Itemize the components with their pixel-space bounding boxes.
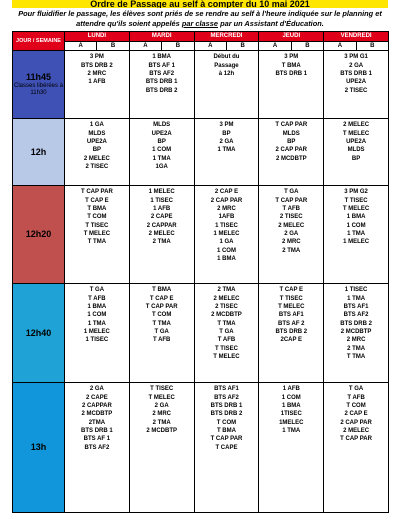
- class-name: BTS DRB 1: [81, 428, 113, 435]
- class-name: T CAP PAR: [145, 304, 178, 311]
- class-name: BTS AF2: [84, 444, 110, 451]
- class-name: T TMA: [152, 320, 171, 327]
- class-name: T BMA: [87, 206, 107, 213]
- class-name: 1 BMA: [346, 214, 366, 221]
- class-name: T TISEC: [214, 345, 238, 352]
- class-name: 1TISEC: [280, 411, 302, 418]
- class-name: MLDS: [153, 122, 171, 129]
- class-name: T CAP E: [279, 287, 304, 294]
- slot-time: 12h40: [25, 327, 52, 338]
- class-name: T CAP E: [149, 295, 174, 302]
- week-a-label: A: [129, 42, 161, 51]
- class-name: 2 MELEC: [343, 122, 370, 129]
- class-name: BTS AF 1: [83, 436, 111, 443]
- class-name: 1 BMA: [217, 256, 236, 263]
- class-name: T COM: [346, 403, 366, 410]
- class-name: 1 GA: [219, 239, 234, 246]
- class-name: 2 CAPE: [86, 394, 108, 401]
- class-name: 1 COM: [281, 394, 301, 401]
- class-name: 2 GA: [154, 403, 169, 410]
- class-name: 2 CAPE: [150, 214, 173, 221]
- class-cell-mardi: [129, 186, 194, 284]
- class-name: T TMA: [346, 354, 366, 361]
- class-name: 2TMA: [88, 419, 106, 426]
- class-cell-vendredi: [324, 383, 389, 513]
- class-name: 2 MRC: [281, 239, 301, 246]
- class-name: 2 TISEC: [85, 164, 109, 171]
- class-name: UPE2A: [346, 79, 367, 86]
- class-name: T CAP PAR: [81, 189, 113, 196]
- week-a-label: A: [324, 42, 356, 51]
- class-name: 2 CAPPAR: [146, 222, 177, 229]
- week-b-label: B: [226, 42, 258, 51]
- class-name: T AFB: [152, 337, 171, 344]
- class-name: 2 GA: [219, 139, 234, 146]
- class-name: 2 CAP PAR: [275, 147, 307, 154]
- class-name: 2 MELEC: [213, 295, 240, 302]
- class-name: 2 MCDBTP: [81, 411, 113, 418]
- class-name: T BMA: [281, 62, 301, 69]
- class-name: T BMA: [216, 428, 236, 435]
- class-name: MLDS: [88, 130, 106, 137]
- class-name: UPE2A: [346, 139, 367, 146]
- class-name: 2 MRC: [346, 337, 366, 344]
- class-name: T CAP E: [85, 197, 109, 204]
- class-name: BP: [92, 147, 102, 154]
- class-name: T TMA: [87, 239, 107, 246]
- week-b-label: B: [162, 42, 194, 51]
- class-name: 2 TMA: [282, 247, 301, 254]
- class-name: T TISEC: [85, 222, 109, 229]
- class-name: 1 GA: [89, 122, 104, 129]
- class-name: BTS AF 1: [148, 62, 175, 69]
- class-cell-jeudi: [259, 119, 324, 186]
- class-cell-lundi: [65, 119, 130, 186]
- class-name: 2 GA: [349, 62, 364, 69]
- class-name: 2 MRC: [152, 411, 172, 418]
- slot-time-cell: [13, 119, 65, 186]
- class-name: BTS DRB 1: [145, 79, 178, 86]
- class-name: 1 TISEC: [215, 222, 238, 229]
- class-cell-jeudi: [259, 186, 324, 284]
- class-name: 1 AFB: [88, 79, 106, 86]
- class-name: MLDS: [347, 147, 365, 154]
- day-header-jeudi: JEUDI: [259, 32, 324, 42]
- slot-time-cell: [13, 284, 65, 383]
- class-name: UPE2A: [151, 130, 172, 137]
- class-name: BTS DRB 1: [275, 71, 308, 78]
- slot-row: [13, 284, 389, 383]
- class-name: 1 TISEC: [150, 197, 174, 204]
- class-name: T CAPE: [215, 444, 238, 451]
- day-header-mercredi: MERCREDI: [194, 32, 259, 42]
- class-name: 1 AFB: [282, 386, 300, 393]
- class-name: T GA: [219, 329, 234, 336]
- class-name: 2 GA: [89, 386, 104, 393]
- class-name: T BMA: [152, 287, 172, 294]
- day-header-row: [13, 32, 389, 42]
- class-name: 1 COM: [346, 222, 366, 229]
- class-cell-mercredi: [194, 186, 259, 284]
- slot-time-cell: [13, 383, 65, 513]
- class-name: BP: [157, 139, 166, 146]
- class-name: à 12h: [218, 71, 235, 78]
- class-name: BTS DRB 2: [210, 411, 243, 418]
- class-cell-mercredi: [194, 383, 259, 513]
- class-name: T AFB: [217, 337, 236, 344]
- week-a-label: A: [259, 42, 291, 51]
- class-name: 2 MRC: [87, 71, 107, 78]
- class-name: T TISEC: [150, 386, 174, 393]
- class-name: 1 BMA: [87, 304, 107, 311]
- class-name: 1 MELEC: [83, 329, 110, 336]
- class-name: BTS DRB 2: [275, 329, 308, 336]
- class-name: BTS DRB 1: [210, 403, 243, 410]
- slot-note: Classes libérées à 11h30: [13, 82, 64, 97]
- class-name: T GA: [154, 329, 169, 336]
- class-name: 2 TMA: [347, 345, 366, 352]
- class-cell-jeudi: [259, 51, 324, 119]
- class-name: 1 BMA: [152, 54, 172, 61]
- class-name: T GA: [348, 386, 364, 393]
- class-name: BP: [351, 155, 361, 162]
- class-name: 2 MCDBTP: [146, 428, 178, 435]
- class-name: 2 TMA: [217, 287, 236, 294]
- class-cell-mercredi: [194, 119, 259, 186]
- class-cell-jeudi: [259, 383, 324, 513]
- week-b-label: B: [291, 42, 323, 51]
- class-name: 1 MELEC: [213, 231, 240, 238]
- class-name: 2 TISEC: [279, 214, 303, 221]
- class-name: 1AFB: [218, 214, 235, 221]
- class-name: T COM: [87, 214, 107, 221]
- class-name: 1 TMA: [217, 147, 236, 154]
- class-cell-mardi: [129, 51, 194, 119]
- class-cell-mardi: [129, 383, 194, 513]
- class-name: 2 CAP E: [344, 411, 368, 418]
- class-name: BTS AF2: [343, 312, 369, 319]
- class-cell-jeudi: [259, 284, 324, 383]
- class-name: 2 MELEC: [83, 155, 110, 162]
- class-name: 2CAP E: [280, 337, 303, 344]
- class-name: 1 TMA: [87, 320, 106, 327]
- class-cell-lundi: [65, 186, 130, 284]
- class-name: 2 MCDBTP: [275, 155, 307, 162]
- class-name: 3 PM G1: [344, 54, 368, 61]
- class-name: BTS DRB 2: [81, 62, 113, 69]
- class-name: 1 COM: [216, 247, 236, 254]
- class-name: 2 GA: [284, 231, 299, 238]
- class-name: T AFB: [347, 394, 365, 401]
- class-name: BP: [287, 139, 296, 146]
- class-name: T MELEC: [342, 130, 370, 137]
- class-name: 2 CAP PAR: [340, 419, 372, 426]
- class-name: 1 TISEC: [344, 287, 368, 294]
- class-name: 1GA: [155, 164, 168, 171]
- class-name: BTS AF1: [214, 386, 239, 393]
- slot-row: [13, 119, 389, 186]
- slot-time-cell: [13, 51, 65, 119]
- class-name: UPE2A: [86, 139, 107, 146]
- class-name: T MELEC: [83, 231, 111, 238]
- intro-text-underlined: par classe: [181, 19, 219, 28]
- class-name: 3 PM: [219, 122, 234, 129]
- week-header-row: [13, 42, 389, 51]
- class-name: 2 MELEC: [148, 231, 175, 238]
- class-name: 2 MELEC: [343, 428, 370, 435]
- class-name: 2 MCDBTP: [211, 312, 242, 319]
- class-name: BTS AF1: [343, 304, 369, 311]
- day-header-lundi: LUNDI: [65, 32, 130, 42]
- class-name: T GA: [284, 189, 299, 196]
- class-name: 1 TMA: [152, 155, 171, 162]
- class-name: 2 MRC: [217, 206, 236, 213]
- class-name: Passage: [214, 62, 239, 69]
- class-name: 2 TISEC: [344, 87, 368, 94]
- class-name: T TISEC: [279, 295, 303, 302]
- class-cell-mardi: [129, 284, 194, 383]
- class-name: 1 TMA: [347, 231, 366, 238]
- class-name: BP: [222, 130, 231, 137]
- slot-time-cell: [13, 186, 65, 284]
- slot-time: 13h: [30, 442, 47, 453]
- intro-text-part2: par un Assistant d'Éducation.: [218, 19, 324, 28]
- class-name: 2 MCDBTP: [340, 329, 372, 336]
- slot-time: 12h: [30, 146, 47, 157]
- class-name: 1 TISEC: [85, 337, 109, 344]
- class-name: BTS AF2: [214, 394, 239, 401]
- class-cell-vendredi: [324, 51, 389, 119]
- day-header-mardi: MARDI: [129, 32, 194, 42]
- class-name: T CAP PAR: [275, 122, 308, 129]
- class-name: T CAP PAR: [340, 436, 372, 443]
- class-name: 1 MELEC: [148, 189, 175, 196]
- class-name: BTS DRB 2: [340, 320, 372, 327]
- class-name: T COM: [216, 419, 237, 426]
- class-name: T TISEC: [344, 197, 368, 204]
- schedule-body: [13, 51, 389, 513]
- class-name: 2 CAPPAR: [81, 403, 112, 410]
- class-name: BTS AF 2: [278, 320, 305, 327]
- intro-text-part1: Pour fluidifier le passage, les élèves sont priés de se rendre au self à l'heure indiquée sur le planning et attendre qu'ils soient appelés: [18, 9, 382, 28]
- class-name: T MELEC: [213, 354, 240, 361]
- class-name: 2 TMA: [152, 239, 171, 246]
- class-name: 2 TMA: [152, 419, 171, 426]
- class-name: T MELEC: [342, 206, 370, 213]
- class-name: 1 COM: [87, 312, 107, 319]
- class-name: BTS DRB 2: [145, 87, 178, 94]
- slot-time: 12h20: [25, 229, 52, 240]
- class-name: T CAP PAR: [210, 436, 243, 443]
- class-name: BTS AF1: [278, 312, 304, 319]
- slot-row: [13, 186, 389, 284]
- corner-header: JOUR / SEMAINE: [13, 32, 65, 51]
- class-name: 1 MELEC: [343, 239, 370, 246]
- class-cell-mardi: [129, 119, 194, 186]
- class-name: T MELEC: [278, 304, 305, 311]
- class-name: BTS AF2: [149, 71, 175, 78]
- slot-time: 11h45: [25, 71, 52, 82]
- class-name: MLDS: [282, 130, 300, 137]
- class-name: 2 CAP PAR: [210, 197, 243, 204]
- class-cell-vendredi: [324, 186, 389, 284]
- day-header-vendredi: VENDREDI: [324, 32, 389, 42]
- class-name: T COM: [152, 312, 172, 319]
- week-b-label: B: [97, 42, 129, 51]
- class-cell-mercredi: [194, 284, 259, 383]
- class-name: Début du: [213, 54, 240, 61]
- class-cell-lundi: [65, 284, 130, 383]
- class-name: 2 CAP E: [214, 189, 239, 196]
- class-cell-vendredi: [324, 119, 389, 186]
- week-a-label: A: [194, 42, 226, 51]
- slot-row: [13, 383, 389, 513]
- schedule-title: Ordre de Passage au self à compter du 10 mai 2021: [12, 0, 388, 8]
- class-name: 1 COM: [152, 147, 172, 154]
- class-name: 1 AFB: [153, 206, 171, 213]
- slot-row: [13, 51, 389, 119]
- class-name: T CAP PAR: [275, 197, 308, 204]
- class-name: T TMA: [217, 320, 236, 327]
- schedule-table: [12, 31, 389, 513]
- class-name: 1MELEC: [279, 419, 304, 426]
- class-name: T MELEC: [148, 394, 175, 401]
- class-name: 2 MELEC: [278, 222, 305, 229]
- class-name: BTS DRB 1: [340, 71, 372, 78]
- class-cell-lundi: [65, 51, 130, 119]
- class-name: 3 PM G2: [344, 189, 368, 196]
- class-cell-mercredi: [194, 51, 259, 119]
- class-name: 1 TMA: [347, 295, 366, 302]
- week-b-label: B: [356, 42, 388, 51]
- class-name: 3 PM: [284, 54, 299, 61]
- class-name: T GA: [89, 287, 105, 294]
- intro-text: [12, 9, 388, 29]
- week-a-label: A: [65, 42, 97, 51]
- class-cell-vendredi: [324, 284, 389, 383]
- class-cell-lundi: [65, 383, 130, 513]
- class-name: 2 TISEC: [215, 304, 238, 311]
- class-name: 3 PM: [89, 54, 104, 61]
- class-name: 1 BMA: [281, 403, 301, 410]
- class-name: 1 TMA: [282, 428, 301, 435]
- class-name: T AFB: [282, 206, 300, 213]
- class-name: T AFB: [88, 295, 106, 302]
